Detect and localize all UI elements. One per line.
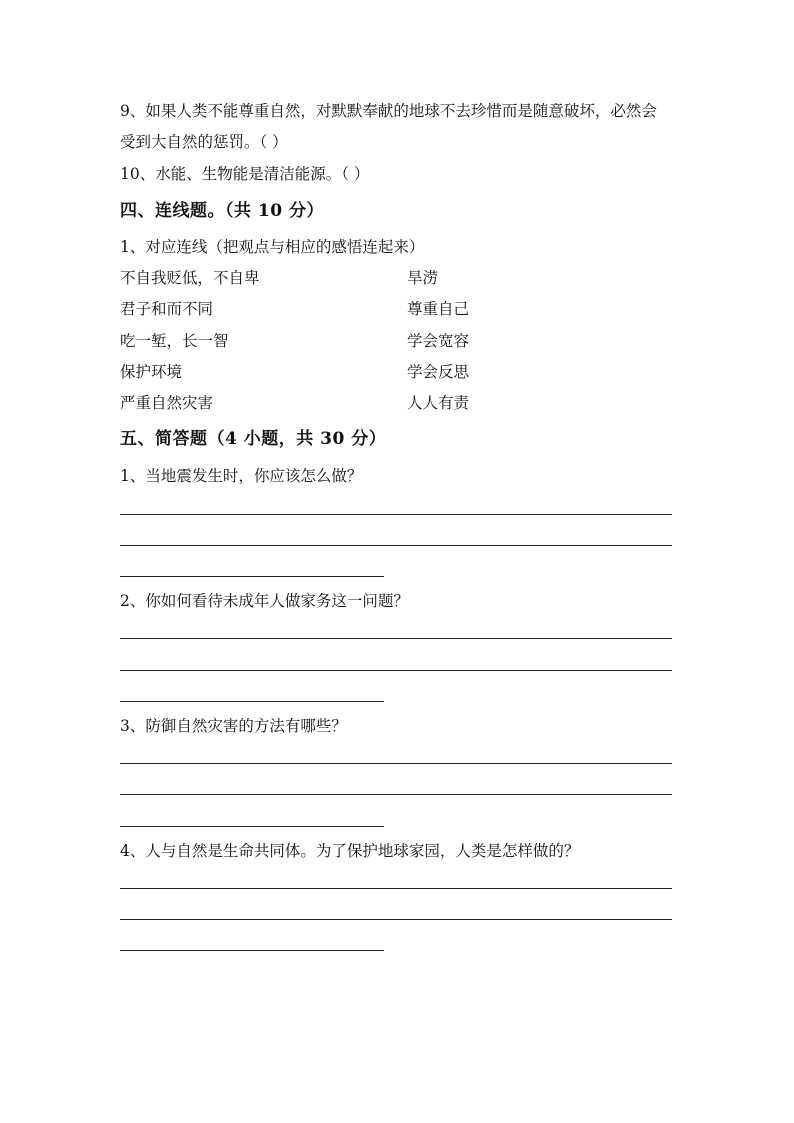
answer-line[interactable]	[120, 514, 672, 515]
matching-left-item: 吃一堑，长一智	[120, 332, 229, 350]
short-answer-question-2: 2、你如何看待未成年人做家务这一问题？	[120, 592, 409, 610]
answer-line[interactable]	[120, 576, 384, 577]
matching-left-item: 君子和而不同	[120, 300, 214, 318]
matching-instruction: 1、对应连线（把观点与相应的感悟连起来）	[120, 238, 425, 256]
section-heading-matching: 四、连线题。（共 10 分）	[120, 201, 324, 221]
matching-right-item: 人人有责	[407, 394, 470, 412]
answer-line[interactable]	[120, 888, 672, 889]
question-10: 10、水能、生物能是清洁能源。（ ）	[120, 165, 370, 183]
matching-right-item: 学会反思	[407, 363, 470, 381]
answer-line[interactable]	[120, 950, 384, 951]
matching-left-item: 不自我贬低，不自卑	[120, 269, 260, 287]
question-9-line-1: 9、如果人类不能尊重自然，对默默奉献的地球不去珍惜而是随意破坏，必然会	[120, 102, 657, 120]
short-answer-question-1: 1、当地震发生时，你应该怎么做？	[120, 467, 363, 485]
answer-line[interactable]	[120, 670, 672, 671]
section-heading-short-answer: 五、简答题（4 小题，共 30 分）	[120, 429, 387, 449]
answer-line[interactable]	[120, 638, 672, 639]
answer-line[interactable]	[120, 763, 672, 764]
answer-line[interactable]	[120, 701, 384, 702]
matching-right-item: 旱涝	[407, 269, 439, 287]
matching-right-item: 学会宽容	[407, 332, 470, 350]
answer-line[interactable]	[120, 919, 672, 920]
answer-line[interactable]	[120, 826, 384, 827]
short-answer-question-3: 3、防御自然灾害的方法有哪些？	[120, 717, 347, 735]
short-answer-question-4: 4、人与自然是生命共同体。为了保护地球家园，人类是怎样做的？	[120, 842, 580, 860]
matching-left-item: 保护环境	[120, 363, 183, 381]
question-9-line-2: 受到大自然的惩罚。（ ）	[120, 133, 288, 151]
matching-left-item: 严重自然灾害	[120, 394, 214, 412]
answer-line[interactable]	[120, 794, 672, 795]
answer-line[interactable]	[120, 545, 672, 546]
matching-right-item: 尊重自己	[407, 300, 470, 318]
